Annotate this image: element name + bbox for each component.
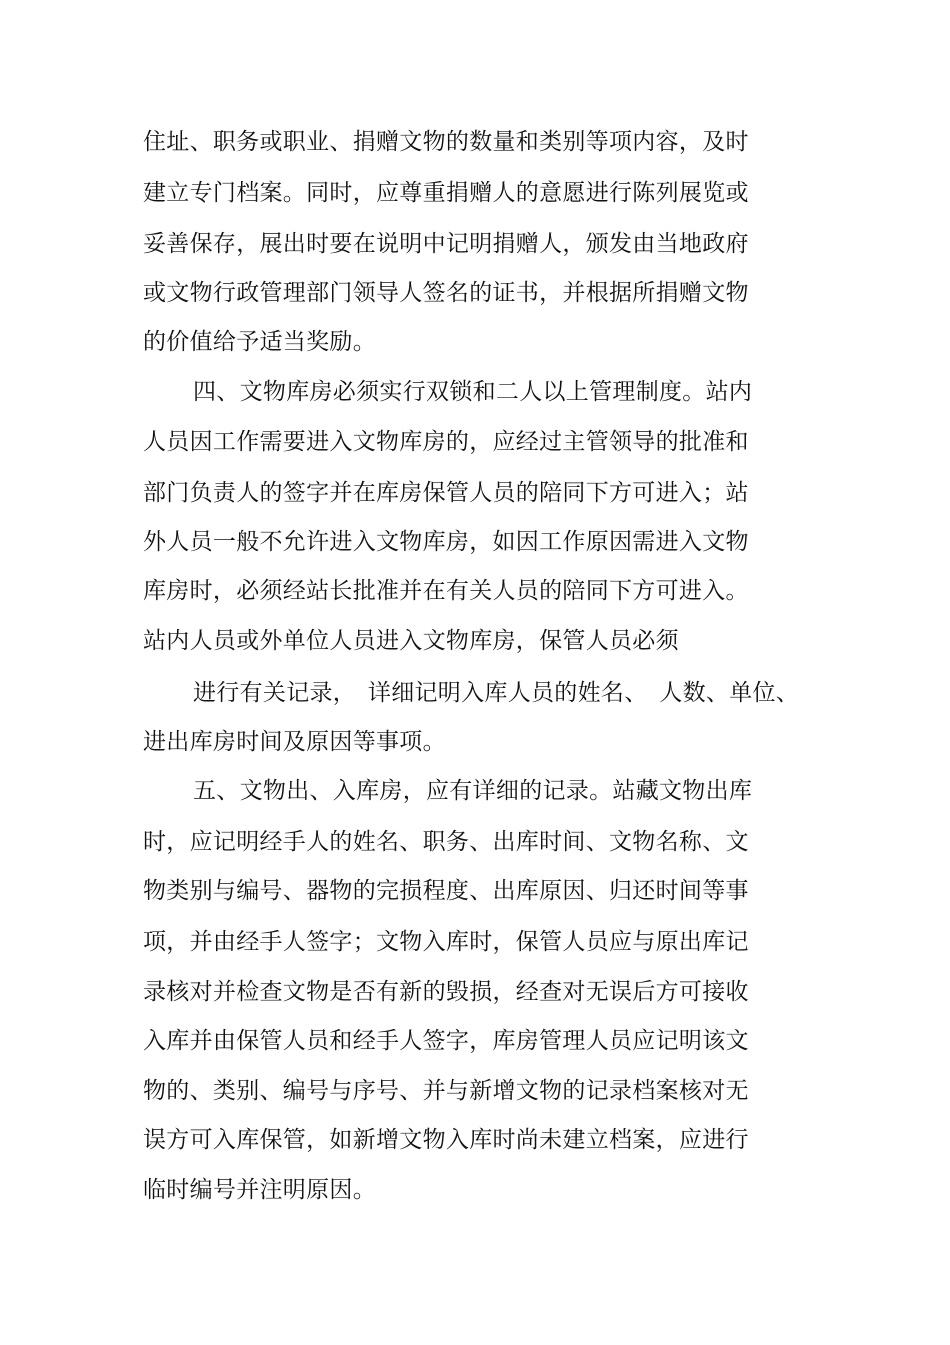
paragraph-5-first-line: 五、文物出、入库房，应有详细的记录。站藏文物出库 [193,778,753,804]
text-line: 部门负责人的签字并在库房保管人员的陪同下方可进入；站 [143,480,749,506]
text-line: 进出库房时间及原因等事项。 [143,729,446,755]
paragraph-4-first-line: 四、文物库房必须实行双锁和二人以上管理制度。站内 [193,379,753,405]
text-line: 站内人员或外单位人员进入文物库房，保管人员必须 [143,628,679,654]
text-line: 录核对并检查文物是否有新的毁损，经查对无误后方可接收 [143,979,749,1005]
text-line: 入库并由保管人员和经手人签字，库房管理人员应记明该文 [143,1028,749,1054]
text-line: 误方可入库保管，如新增文物入库时尚未建立档案，应进行 [143,1127,749,1153]
text-line: 人员因工作需要进入文物库房的，应经过主管领导的批准和 [143,429,749,455]
text-line: 库房时，必须经站长批准并在有关人员的陪同下方可进入。 [143,578,749,604]
text-line: 物的、类别、编号与序号、并与新增文物的记录档案核对无 [143,1078,749,1104]
text-line: 临时编号并注明原因。 [143,1177,376,1203]
text-line: 外人员一般不允许进入文物库房，如因工作原因需进入文物 [143,529,749,555]
text-line: 或文物行政管理部门领导人签名的证书，并根据所捐赠文物 [143,280,749,306]
text-line: 物类别与编号、器物的完损程度、出库原因、归还时间等事 [143,878,749,904]
text-line: 的价值给予适当奖励。 [143,329,376,355]
text-line: 建立专门档案。同时，应尊重捐赠人的意愿进行陈列展览或 [143,180,749,206]
text-line: 妥善保存，展出时要在说明中记明捐赠人，颁发由当地政府 [143,231,749,257]
text-line: 项，并由经手人签字；文物入库时，保管人员应与原出库记 [143,929,749,955]
text-line: 时，应记明经手人的姓名、职务、出库时间、文物名称、文 [143,829,749,855]
indented-line: 进行有关记录， 详细记明入库人员的姓名、 人数、单位、 [193,680,800,706]
text-line: 住址、职务或职业、捐赠文物的数量和类别等项内容，及时 [143,129,749,155]
